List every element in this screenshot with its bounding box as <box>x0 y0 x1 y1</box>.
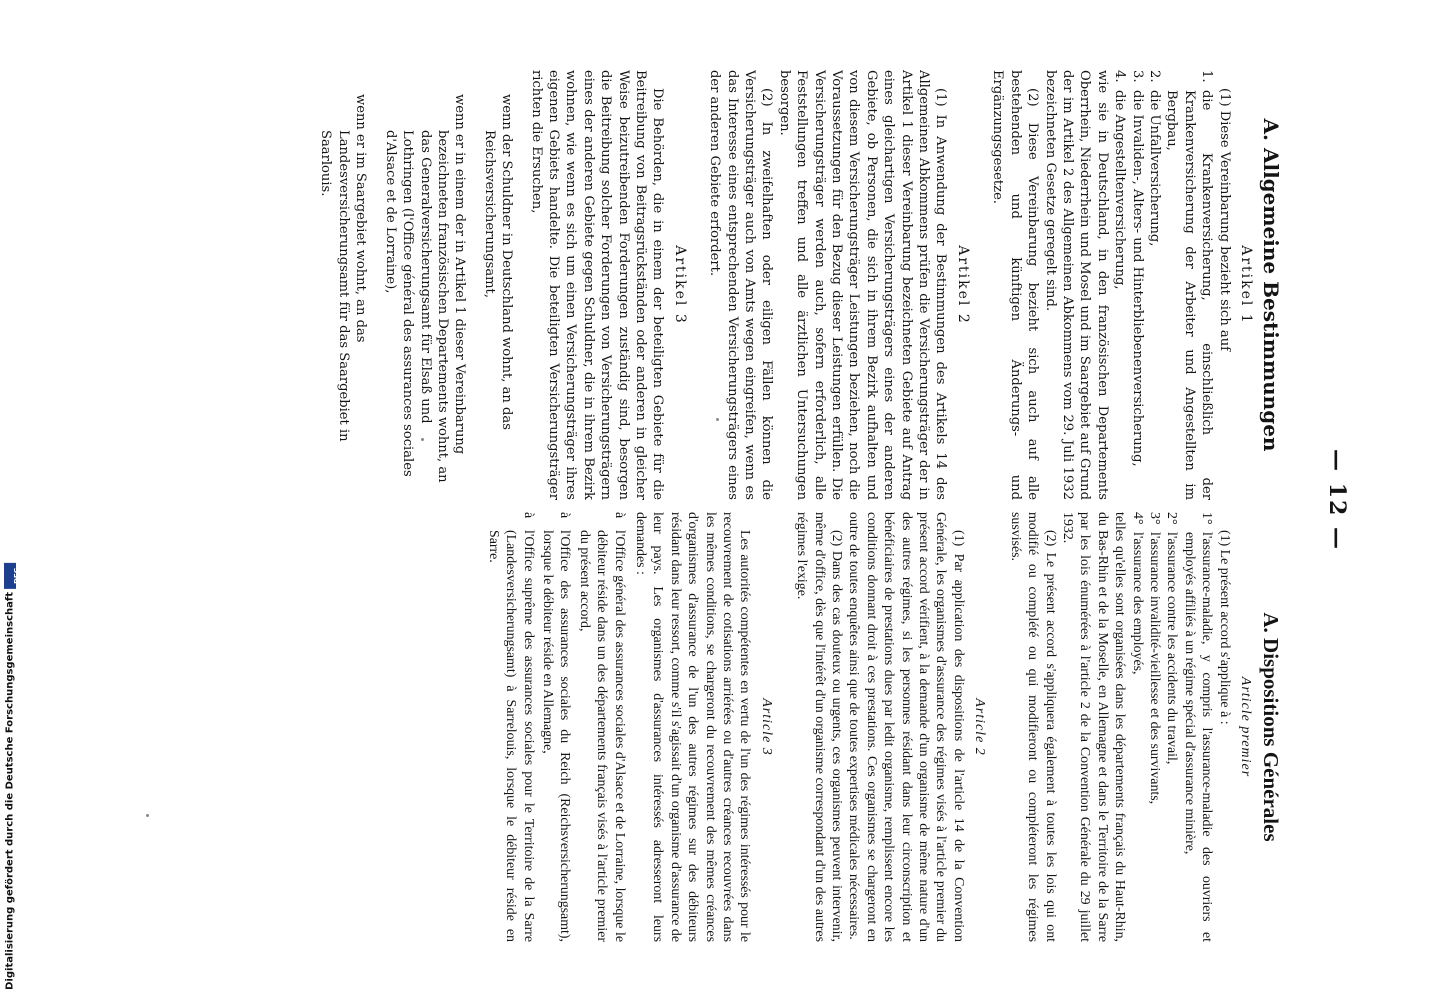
german-art2-paragraph-1: (1) In Anwendung der Bestimmungen des Artikels 14 des Allgemeinen Abkommens prüfen die Versicherungsträger der in Artikel 1 dieser Vereinbarung bezeichneten Gebiete auf Antrag eines gleichartigen Versicherungsträgers eines der anderen Gebiete, ob Personen, die sich in ihrem Bezirk aufhalten und von diesem Versicherungsträger Leistungen beziehen, noch die Voraussetzungen für den Bezug dieser Leistungen erfüllen. Die Versicherungsträger werden auch, sofern erforderlich, alle Feststellungen treffen und alle ärztlichen Untersuchungen besorgen. <box>776 70 949 500</box>
french-art1-continuation: telles qu'elles sont organisées dans les départements français du Haut-Rhin, du Bas-Rhin et de la Moselle, en Allemagne et dans le Territoire de la Sarre par les lois énumérées à l'article 2 de la Convention Générale du 29 juillet 1932. <box>1059 512 1128 942</box>
german-column <box>44 70 1284 500</box>
german-art1-intro: (1) Diese Vereinbarung bezieht sich auf <box>1216 88 1232 352</box>
list-item: 3° l'assurance invalidité-vieillesse et des survivants, <box>1146 512 1162 805</box>
german-art1-paragraph-2: (2) Diese Vereinbarung bezieht sich auch auf alle bestehenden und künftigen Änderungs- und Ergänzungsgesetze. <box>990 70 1041 500</box>
german-art3-recipients <box>317 70 515 500</box>
scan-speck <box>716 418 719 421</box>
list-item: 3. die Invaliden-, Alters- und Hinterbliebenenversicherung, <box>1129 70 1145 467</box>
list-item: wenn er im Saargebiet wohnt, an das Landesversicherungsamt für das Saargebiet in Saarlouis. <box>318 94 369 442</box>
french-art2-paragraph-2: (2) Dans des cas douteux ou urgents, ces organismes peuvent intervenir, même d'office, dès que l'intérêt d'un organisme correspondant d'un des autres régimes l'exige. <box>794 512 845 942</box>
list-item: à l'Office des assurances sociales du Reich (Reichsversicherungsamt), lorsque le débiteur réside en Allemagne, <box>539 512 573 942</box>
list-item: wenn er in einem der in Artikel 1 dieser Vereinbarung bezeichneten französischen Departements wohnt, an das Generalversicherungsamt für Elsaß und Lothringen (l'Office général des assurances sociales d'Alsace et de Lorraine), <box>382 94 468 483</box>
list-item: 1. die Krankenversicherung, einschließlich der Krankenversicherung der Arbeiter und Angestellten im Bergbau, <box>1164 70 1215 500</box>
dfg-logo-icon: DFG <box>4 563 16 589</box>
footer-text: Digitalisierung gefördert durch die Deutsche Forschungsgemeinschaft <box>4 592 16 990</box>
french-article-1-title: Article premier <box>1238 676 1253 778</box>
french-heading: A. Dispositions Générales <box>1259 612 1283 842</box>
french-art2-paragraph-1: (1) Par application des dispositions de l'article 14 de la Convention Générale, les organismes d'assurance des régimes visés à l'article premier du présent accord vérifient, à la demande d'un organisme de même nature d'un des autres régimes, si les personnes résidant dans leur circonscription et bénéficiaires de prestations dues par ledit organisme, remplissent encore les conditions donnant droit à ces prestations. Ces organismes se chargeront en outre de toutes enquêtes ainsi que de toutes expertises médicales nécessaires. <box>846 512 966 942</box>
list-item: 2. die Unfallversicherung, <box>1146 70 1162 247</box>
page-number: — 12 — <box>1324 449 1350 551</box>
scan-speck <box>146 814 149 817</box>
french-art1-list <box>1128 512 1215 942</box>
german-art3-paragraph-1: Die Behörden, die in einem der beteiligten Gebiete für die Beitreibung von Beitragsrückständen oder anderen in gleicher Weise beizutreibenden Forderungen zuständig sind, besorgen die Beitreibung solcher Forderungen von Versicherungsträgern eines der anderen Gebiete gegen Schuldner, die in ihrem Bezirk wohnen, wie wenn es sich um einen Versicherungsträger ihres eigenen Gebiets handelte. Die beteiligten Versicherungsträger richten die Ersuchen, <box>528 70 666 500</box>
french-article-2-title: Article 2 <box>972 698 988 756</box>
scan-speck <box>421 438 424 441</box>
list-item: 4. die Angestelltenversicherung, <box>1112 70 1128 290</box>
french-art1-intro: (1) Le présent accord s'applique à : <box>1216 530 1232 725</box>
french-article-3-title: Article 3 <box>758 698 774 756</box>
german-art1-list <box>1111 70 1215 500</box>
french-art1-paragraph-2: (2) Le présent accord s'appliquera également à toutes les lois qui ont modifié ou complété ou qui modifieront ou compléteront les régimes susvisés. <box>1007 512 1058 942</box>
german-art1-continuation: wie sie in Deutschland, in den französischen Departements Oberrhein, Niederrhein und Mosel und im Saargebiet auf Grund der im Artikel 2 des Allgemeinen Abkommens vom 29. Juli 1932 bezeichneten Gesetze geregelt sind. <box>1042 70 1110 500</box>
list-item: 1° l'assurance-maladie, y compris l'assurance-maladie des ouvriers et employés affiliés à un régime spécial d'assurance minière, <box>1181 512 1215 942</box>
digitization-footer <box>2 520 21 990</box>
list-item: 4° l'assurance des employés, <box>1129 512 1145 675</box>
german-article-3-title: Artikel 3 <box>671 245 688 325</box>
german-heading: A. Allgemeine Bestimmungen <box>1259 118 1283 452</box>
german-art2-paragraph-2: (2) In zweifelhaften oder eiligen Fällen können die Versicherungsträger auch von Amts wegen eingreifen, wenn es das Interesse eines entsprechenden Versicherungsträgers eines der anderen Gebiete erfordert. <box>707 70 775 500</box>
list-item: à l'Office suprême des assurances sociales pour le Territoire de la Sarre (Landesversicherungsamt) à Sarrelouis, lorsque le débiteur réside en Sarre. <box>485 512 536 942</box>
list-item: à l'Office général des assurances sociales d'Alsace et de Lorraine, lorsque le débiteur réside dans un des départements français visés à l'article premier du présent accord, <box>576 512 627 942</box>
list-item: 2° l'assurance contre les accidents du travail, <box>1164 512 1180 765</box>
french-art3-recipients <box>484 512 627 942</box>
list-item: wenn der Schuldner in Deutschland wohnt, an das Reichsversicherungsamt, <box>481 94 515 430</box>
french-art3-paragraph-1: Les autorités compétentes en vertu de l'un des régimes intéressés pour le recouvrement de cotisations arriérées ou d'autres créances recouvrées dans les mêmes conditions, se chargeront du recouvrement des mêmes créances d'organismes d'assurance de l'un des autres régimes sur des débiteurs résidant dans leur ressort, comme s'il s'agissait d'un organisme d'assurance de leur pays. Les organismes d'assurances intéressés adresseront leurs demandes : <box>633 512 753 942</box>
german-article-2-title: Artikel 2 <box>954 245 971 325</box>
french-column <box>44 512 1284 942</box>
german-article-1-title: Artikel 1 <box>1238 245 1254 325</box>
